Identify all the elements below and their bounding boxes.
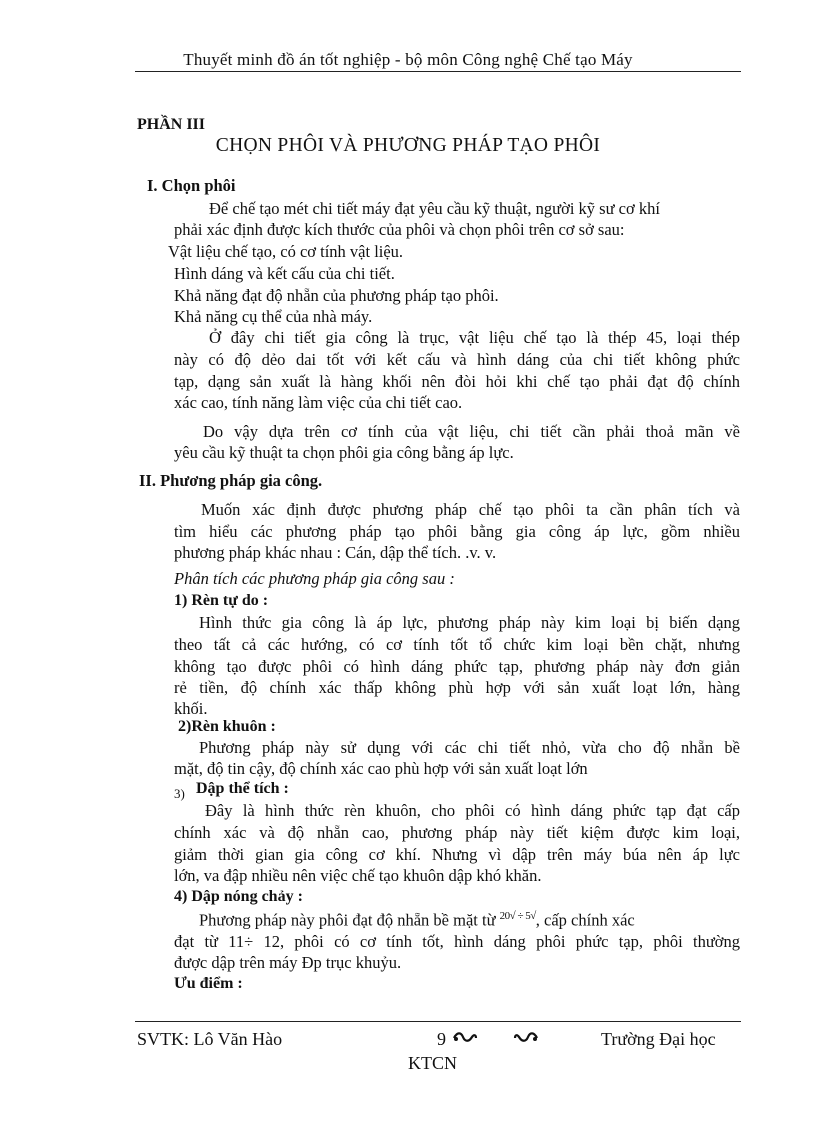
ornament-right-icon [513, 1029, 539, 1052]
text-line: này có độ dẻo dai tốt với kết cấu và hình dáng của chi tiết không phức [174, 350, 740, 369]
text-line: Do vậy dựa trên cơ tính của vật liệu, chi tiết cần phải thoả mãn về [203, 422, 740, 441]
method-3-number: 3) [174, 786, 185, 801]
text-line: tìm hiểu các phương pháp tạo phôi bằng gia công áp lực, gồm nhiều [174, 522, 740, 541]
text-fragment: , cấp chính xác [535, 910, 635, 930]
text-fragment: Phương pháp này phôi đạt độ nhẵn bề mặt từ [199, 910, 496, 930]
text-line: Muốn xác định được phương pháp chế tạo phôi ta cần phân tích và [201, 500, 740, 519]
text-line: Hình thức gia công là áp lực, phương pháp này kim loại bị biến dạng [199, 613, 740, 632]
part-title: CHỌN PHÔI VÀ PHƯƠNG PHÁP TẠO PHÔI [215, 135, 601, 156]
text-line: mặt, độ tin cậy, độ chính xác cao phù hợp với sản xuất loạt lớn [174, 759, 588, 778]
footer-page-number: 9 [437, 1029, 446, 1049]
part-label: PHẦN III [137, 116, 206, 133]
text-line [199, 910, 635, 931]
ornament-left-icon [452, 1029, 478, 1052]
section-1-heading: I. Chọn phôi [147, 176, 236, 195]
text-line: được dập trên máy Đp trục khuỷu. [174, 953, 402, 972]
header-rule [135, 71, 741, 72]
method-1-heading: 1) Rèn tự do : [174, 592, 269, 609]
method-3-heading: Dập thể tích : [196, 780, 289, 797]
text-line: giảm thời gian gia công cơ khí. Nhưng vì dập trên máy búa nên áp lực [174, 845, 740, 864]
text-line: Để chế tạo mét chi tiết máy đạt yêu cầu kỹ thuật, người kỹ sư cơ khí [209, 199, 660, 218]
list-item: Khả năng đạt độ nhẵn của phương pháp tạo phôi. [174, 286, 499, 305]
advantages-label: Ưu điểm : [174, 975, 243, 992]
text-line: Đây là hình thức rèn khuôn, cho phôi có hình dáng phức tạp đạt cấp [205, 801, 740, 820]
method-4-heading: 4) Dập nóng chảy : [174, 888, 303, 905]
footer-student: SVTK: Lô Văn Hào [137, 1029, 283, 1049]
list-item: Hình dáng và kết cấu của chi tiết. [174, 264, 395, 283]
list-item: Khả năng cụ thể của nhà máy. [174, 307, 373, 326]
section-2-heading: II. Phương pháp gia công. [139, 471, 323, 490]
page-header: Thuyết minh đồ án tốt nghiệp - bộ môn Công nghệ Chế tạo Máy [183, 50, 633, 69]
text-line: yêu cầu kỹ thuật ta chọn phôi gia công bằng áp lực. [174, 443, 514, 462]
method-2-heading: 2)Rèn khuôn : [178, 718, 276, 735]
footer-school: Trường Đại học [601, 1029, 716, 1049]
text-line: không tạo được phôi có hình dáng phức tạp, phương pháp này đơn giản [174, 657, 740, 676]
text-line: Ở đây chi tiết gia công là trục, vật liệu chế tạo là thép 45, loại thép [209, 328, 740, 347]
text-line: đạt từ 11÷ 12, phôi có cơ tính tốt, hình dáng phôi phức tạp, phôi thường [174, 932, 740, 951]
text-line: theo tất cả các hướng, có cơ tính tốt tổ chức kim loại bền chặt, nhưng [174, 635, 740, 654]
text-line: tạp, dạng sản xuất là hàng khối nên đòi hỏi khi chế tạo phải đạt độ chính [174, 372, 740, 391]
footer-rule [135, 1021, 741, 1022]
text-line: phải xác định được kích thước của phôi và chọn phôi trên cơ sở sau: [174, 220, 625, 239]
text-line: khối. [174, 699, 208, 718]
text-line: Phương pháp này sử dụng với các chi tiết nhỏ, vừa cho độ nhẵn bề [199, 738, 740, 757]
list-item: Vật liệu chế tạo, có cơ tính vật liệu. [168, 242, 404, 261]
text-line: chính xác và độ nhẵn cao, phương pháp này tiết kiệm được kim loại, [174, 823, 740, 842]
roughness-mark: 20√ ÷ 5√ [499, 910, 536, 922]
footer-school-abbr: KTCN [408, 1053, 457, 1073]
text-line: xác cao, tính năng làm việc của chi tiết cao. [174, 393, 463, 412]
text-line: phương pháp khác nhau : Cán, dập thể tích. .v. v. [174, 543, 497, 562]
text-line: lớn, va đập nhiều nên việc chế tạo khuôn dập khó khăn. [174, 866, 542, 885]
text-line: rẻ tiền, độ chính xác thấp không phù hợp với sản xuất loạt lớn, hàng [174, 678, 740, 697]
intro-line: Phân tích các phương pháp gia công sau : [174, 569, 455, 588]
